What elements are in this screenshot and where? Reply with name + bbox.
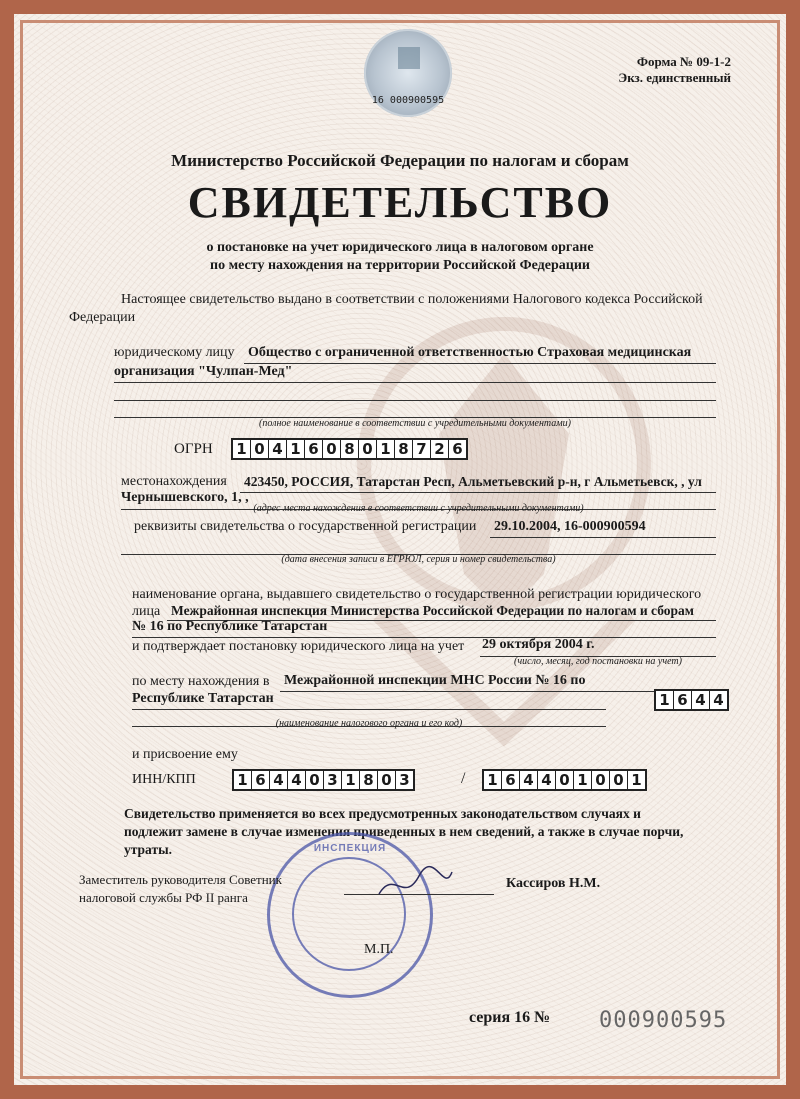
registration-caption: (дата внесения записи в ЕГРЮЛ, серия и номер свидетельства) (281, 554, 556, 565)
ogrn-digit: 4 (268, 440, 286, 458)
subtitle-line-2: по месту нахождения на территории Российской Федерации (210, 258, 590, 273)
ogrn-label: ОГРН (174, 441, 213, 457)
inn-digit: 0 (377, 771, 395, 789)
authority-label-1: наименование органа, выдавшего свидетельство о государственной регистрации юридического (132, 587, 702, 602)
inn-digit: 0 (305, 771, 323, 789)
ogrn-digit: 0 (358, 440, 376, 458)
validity-line-1: Свидетельство применяется во всех предусмотренных законодательством случаях и (124, 806, 641, 821)
kpp-boxes (482, 769, 647, 791)
copy-note: Экз. единственный (618, 70, 731, 85)
series-label: серия 16 № (469, 1009, 551, 1026)
ogrn-digit: 1 (376, 440, 394, 458)
inn-digit: 4 (269, 771, 287, 789)
ogrn-digit: 8 (340, 440, 358, 458)
form-number-block (618, 54, 731, 86)
tax-office-code-boxes (654, 689, 729, 711)
kpp-digit: 1 (573, 771, 591, 789)
form-number: Форма № 09-1-2 (636, 54, 731, 69)
tax-office-code-digit: 1 (659, 691, 670, 709)
inn-digit: 4 (287, 771, 305, 789)
location-line-1: Межрайонной инспекции МНС России № 16 по (284, 673, 586, 688)
ogrn-digit: 1 (236, 440, 247, 458)
ogrn-digit: 7 (412, 440, 430, 458)
inn-boxes (232, 769, 415, 791)
ogrn-boxes (231, 438, 468, 460)
address-line-2: Чернышевского, 1, , (121, 490, 249, 505)
entity-name-line-1: Общество с ограниченной ответственностью Страховая медицинская (248, 345, 692, 360)
entity-label: юридическому лицу (114, 345, 235, 360)
ogrn-digit: 8 (394, 440, 412, 458)
authority-name-line-2: № 16 по Республике Татарстан (132, 619, 328, 634)
hologram-emblem (398, 47, 420, 69)
inn-digit: 3 (395, 771, 413, 789)
registration-value: 29.10.2004, 16-000900594 (494, 519, 646, 534)
stamp-text: ИНСПЕКЦИЯ (313, 843, 387, 854)
assign-label: и присвоение ему (132, 747, 238, 762)
inn-digit: 8 (359, 771, 377, 789)
tax-office-code-digit: 4 (709, 691, 727, 709)
authority-label-2: лица (132, 604, 161, 619)
kpp-digit: 0 (609, 771, 627, 789)
inn-digit: 1 (341, 771, 359, 789)
registration-label: реквизиты свидетельства о государственной регистрации (134, 519, 477, 534)
confirm-date: 29 октября 2004 г. (482, 637, 595, 652)
intro-line-2: Федерации (69, 310, 136, 325)
serial-number: 000900595 (599, 1008, 728, 1033)
official-stamp (267, 832, 433, 998)
inn-digit: 3 (323, 771, 341, 789)
entity-caption: (полное наименование в соответствии с учредительными документами) (259, 418, 571, 429)
kpp-digit: 6 (501, 771, 519, 789)
hologram-seal (364, 29, 452, 117)
hologram-number: 16 000900595 (371, 95, 445, 106)
document-subtitle (14, 239, 786, 275)
tax-office-code-digit: 4 (691, 691, 709, 709)
handwritten-signature (374, 864, 454, 904)
ogrn-digit: 1 (286, 440, 304, 458)
address-caption: (адрес места нахождения в соответствии с учредительными документами) (253, 503, 584, 514)
ogrn-digit: 0 (250, 440, 268, 458)
location-label: по месту нахождения в (132, 674, 270, 689)
kpp-digit: 1 (627, 771, 645, 789)
validity-line-3: утраты. (124, 842, 173, 857)
ogrn-digit: 2 (430, 440, 448, 458)
authority-name-line-1: Межрайонная инспекция Министерства Российской Федерации по налогам и сборам (171, 603, 694, 618)
ministry-name: Министерство Российской Федерации по налогам и сборам (171, 151, 629, 170)
confirm-caption: (число, месяц, год постановки на учет) (514, 656, 682, 667)
signer-position-1: Заместитель руководителя Советник (79, 872, 282, 887)
ogrn-digit: 6 (448, 440, 466, 458)
kpp-digit: 0 (591, 771, 609, 789)
signer-position-2: налоговой службы РФ II ранга (79, 890, 248, 905)
address-line-1: 423450, РОССИЯ, Татарстан Респ, Альметьевский р-н, г Альметьевск, , ул (244, 474, 702, 489)
ogrn-digit: 6 (304, 440, 322, 458)
document-title: СВИДЕТЕЛЬСТВО (187, 178, 613, 227)
inn-digit: 1 (237, 771, 248, 789)
kpp-digit: 0 (555, 771, 573, 789)
kpp-digit: 4 (537, 771, 555, 789)
ogrn-digit: 0 (322, 440, 340, 458)
kpp-digit: 1 (487, 771, 498, 789)
location-caption: (наименование налогового органа и его код) (275, 718, 463, 729)
mp-mark: М.П. (364, 942, 394, 957)
subtitle-line-1: о постановке на учет юридического лица в налоговом органе (206, 240, 594, 255)
intro-line-1: Настоящее свидетельство выдано в соответствии с положениями Налогового кодекса Российской (121, 292, 703, 307)
kpp-digit: 4 (519, 771, 537, 789)
inn-kpp-separator: / (461, 770, 466, 787)
inn-digit: 6 (251, 771, 269, 789)
address-label: местонахождения (121, 474, 227, 489)
confirm-label: и подтверждает постановку юридического лица на учет (132, 639, 465, 654)
validity-line-2: подлежит замене в случае изменения приведенных в нем сведений, а также в случае порчи, (124, 824, 684, 839)
tax-office-code-digit: 6 (673, 691, 691, 709)
location-line-2: Республике Татарстан (132, 691, 274, 706)
coat-of-arms-watermark (339, 314, 669, 774)
inn-kpp-label: ИНН/КПП (132, 772, 196, 787)
entity-name-line-2: организация "Чулпан-Мед" (114, 364, 293, 379)
signer-name: Кассиров Н.М. (506, 876, 601, 891)
